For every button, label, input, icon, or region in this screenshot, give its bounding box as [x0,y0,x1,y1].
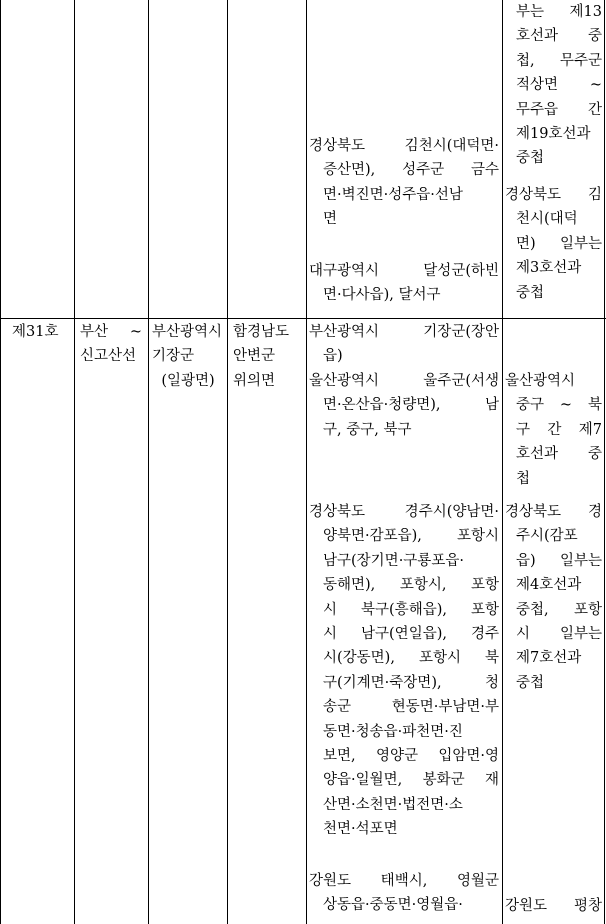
table-border-col4 [306,0,307,924]
table-border-col2 [148,0,149,924]
route-start: 부산광역시 기장군 (일광면) [152,324,223,389]
col6-gyeongbuk-note: 경상북도 경 주시(감포 읍) 일부는 제4호선과 중첩, 포항 시 일부는 제7호선과 중첩 [505,504,602,691]
route-end: 함경남도 안변군 위의면 [233,324,290,389]
row-separator [0,318,606,319]
table-border-col5 [502,0,503,924]
route-name: 부산 ~ 신고산선 [80,324,142,365]
prev-row-col6-note-top: 부는 제13 호선과 중 첩, 무주군 적상면 ~ 무주읍 간 제19호선과 중첩 [516,4,602,167]
route-number: 제31호 [12,324,59,340]
col5-busan: 부산광역시 기장군(장안 읍) [309,324,499,365]
col5-gyeongbuk: 경상북도 경주시(양남면· 양북면·감포읍), 포항시 남구(장기면·구룡포읍· 동해면), 포항시, 포항 시 북구(흥해읍), 포항 시 남구(연일읍), 경주 시(강동면), 포항시 북 구(기계면·죽장면), 청 송군 현동면·부남면·부 동면·청송읍·파천면·진 보면, 영양군 입암면·영 양읍·일월면, 봉화군 재 산면·소천면·법전면·소 천면·석포면 [309,504,499,838]
prev-row-col5-gyeongbuk: 경상북도 김천시(대덕면· 증산면), 성주군 금수 면·벽진면·성주읍·선남 면 [309,138,499,228]
prev-row-col6-gyeongbuk-note: 경상북도 김 천시(대덕 면) 일부는 제3호선과 중첩 [505,187,602,301]
col6-gangwon-note: 강원도 평창 [505,898,602,914]
table-border-left [0,0,1,924]
col6-ulsan-note: 울산광역시 중구 ~ 북 구 간 제7 호선과 중 첩 [505,373,602,487]
col5-gangwon: 강원도 태백시, 영월군 상동읍·중동면·영월읍· [309,873,499,914]
table-border-col1 [74,0,75,924]
col5-ulsan: 울산광역시 울주군(서생 면·온산읍·청량면), 남 구, 중구, 북구 [309,373,499,438]
table-border-right [604,0,605,924]
prev-row-col5-daegu: 대구광역시 달성군(하빈 면·다사읍), 달서구 [309,263,499,304]
table-border-col3 [227,0,228,924]
